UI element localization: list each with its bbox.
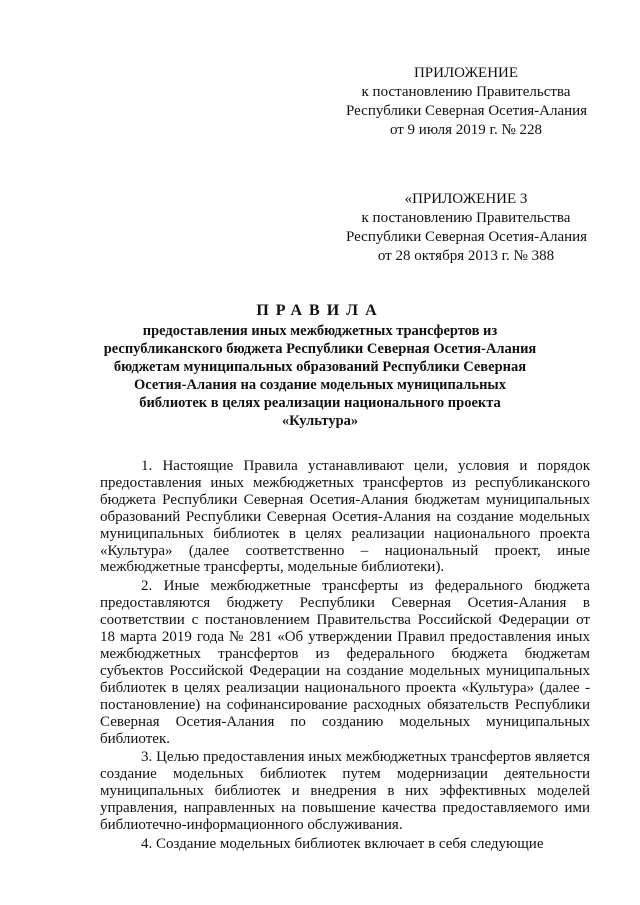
appendix-line: Республики Северная Осетия-Алания	[346, 103, 588, 119]
subtitle-line: библиотек в целях реализации национального проекта	[139, 395, 501, 411]
document-body	[100, 458, 590, 853]
original-appendix-line: Республики Северная Осетия-Алания	[346, 229, 588, 245]
paragraph-1: 1. Настоящие Правила устанавливают цели, условия и порядок предоставления иных межбюджетных трансфертов из республиканского бюджета Республики Северная Осетия-Алания бюджетам муниципальных образований Республики Северная Осетия-Алания на создание модельных муниципальных библиотек в целях реализации национального проекта «Культура» (далее соответственно – национальный проект, иные межбюджетные трансферты, модельные библиотеки).	[100, 458, 590, 576]
document-title: ПРАВИЛА	[256, 302, 384, 319]
original-appendix-date: от 28 октября 2013 г. № 388	[377, 248, 555, 264]
appendix-date: от 9 июля 2019 г. № 228	[389, 122, 543, 138]
subtitle-line: предоставления иных межбюджетных трансфертов из	[142, 323, 498, 339]
original-appendix-header	[346, 190, 586, 266]
paragraph-2: 2. Иные межбюджетные трансферты из федерального бюджета предоставляются бюджету Республики Северная Осетия-Алания в соответствии с постановлением Правительства Российской Федерации от 18 марта 2019 года № 281 «Об утверждении Правил предоставления иных межбюджетных трансфертов из федерального бюджета бюджетам субъектов Российской Федерации на создание модельных муниципальных библиотек в целях реализации национального проекта «Культура» (далее - постановление) на софинансирование расходных обязательств Республики Северная Осетия-Алания по созданию модельных муниципальных библиотек.	[100, 578, 590, 747]
appendix-header	[346, 64, 586, 140]
subtitle-line: республиканского бюджета Республики Северная Осетия-Алания	[103, 341, 537, 357]
paragraph-3: 3. Целью предоставления иных межбюджетных трансфертов является создание модельных библиотек путем модернизации деятельности муниципальных библиотек и внедрения в них эффективных моделей управления, направленных на повышение качества предоставляемого ими библиотечно-информационного обслуживания.	[100, 749, 590, 834]
appendix-line: к постановлению Правительства	[361, 84, 571, 100]
paragraph-4: 4. Создание модельных библиотек включает в себя следующие	[141, 835, 544, 852]
subtitle-line: «Культура»	[281, 413, 359, 429]
appendix-label: ПРИЛОЖЕНИЕ	[413, 65, 519, 81]
original-appendix-line: к постановлению Правительства	[361, 210, 571, 226]
subtitle-line: бюджетам муниципальных образований Республики Северная	[113, 359, 527, 375]
subtitle-line: Осетия-Алания на создание модельных муниципальных	[134, 377, 506, 393]
document-subtitle	[80, 322, 560, 430]
original-appendix-label: «ПРИЛОЖЕНИЕ 3	[404, 191, 528, 207]
